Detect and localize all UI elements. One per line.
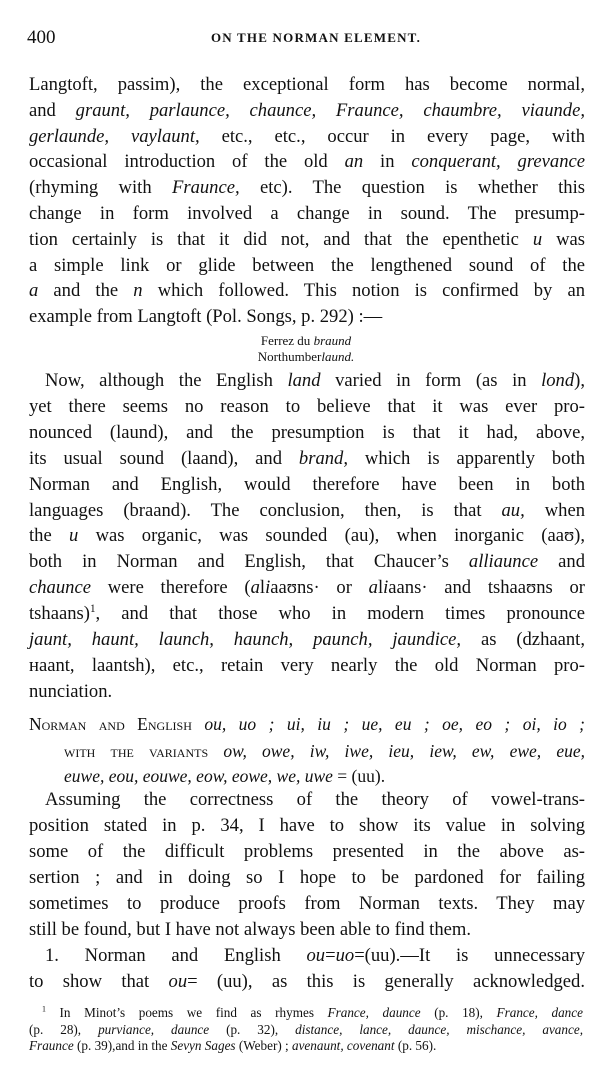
text-line [29,253,585,279]
text: sertion ; and in doing so I hope to be pardoned for failing [29,867,585,888]
text: which is apparently both [348,447,585,469]
text-line [29,472,585,498]
text: languages (braand). The conclusion, then, is that [29,499,502,521]
text: still be found, but I have not always been able to find them. [29,919,472,940]
text: Northumber [257,349,322,364]
italic-text: i [383,577,389,599]
italic-text: a [368,577,378,599]
text: in [363,151,412,173]
verse-line [0,349,612,365]
footnote-marker: 1 [89,602,96,615]
italic-text: alliaunce [468,551,539,573]
italic-text: au, [501,499,525,521]
text: In Minot’s poems we find as rhymes [45,1005,328,1020]
italic-text: brand, [298,447,348,469]
italic-text: chaunce [29,577,91,599]
text: (p. 39),and in the [73,1038,171,1053]
footnote-line [29,1022,583,1038]
text: both in Norman and English, that Chaucer’s [29,551,469,573]
text: (p. 32), [209,1022,296,1037]
text-line [29,149,585,175]
italic-text: an [344,151,364,173]
italic-text: Sevyn Sages [170,1038,236,1053]
italic-text: distance, lance, daunce, mischance, avance, [295,1022,583,1037]
section-heading-line [64,763,585,789]
text-line [29,813,585,839]
italic-text: purviance, daunce [98,1022,210,1037]
running-title: ON THE NORMAN ELEMENT. [210,30,422,45]
small-caps-text: Norman and English [29,714,192,734]
italic-text: u [532,228,543,250]
text-line [29,865,585,891]
text: which followed. This notion is confirmed by an [142,280,585,302]
text: a simple link or glide between the lengthened sound of the [29,254,585,276]
text: 1. Norman and English [45,945,307,966]
italic-text: a [29,280,39,302]
text-line [29,917,585,943]
text-line [29,549,585,575]
text-line [29,175,585,201]
text-line [29,601,585,627]
text: ), [574,370,585,391]
text: when [524,499,585,521]
italic-text: France, daunce [327,1005,421,1020]
italic-text: euwe, eou, eouwe, eow, eowe, we, uwe [64,766,333,786]
text: example from Langtoft (Pol. Songs, p. 292) :— [29,306,383,328]
italic-text: a [250,577,260,599]
text [208,741,223,761]
text: some of the difficult problems presented in the above as- [29,841,585,862]
text-line [29,679,585,705]
text: yet there seems no reason to believe that it was ever pro- [29,395,585,417]
italic-text: uo [335,945,355,966]
text: (p. 28), [29,1022,99,1037]
text-line [29,891,585,917]
text: were therefore ( [90,577,251,599]
text: position stated in p. 34, I have to show its value in solving [29,815,585,836]
text: ʜaant, laantsh), etc., retain very nearly the old Norman pro- [29,654,585,676]
text: varied in form (as in [320,370,542,391]
text: Ferrez du [260,333,314,348]
text-line [29,304,585,330]
text: = (uu). [332,766,386,786]
italic-text: ou [168,971,188,992]
text-line [29,969,585,995]
text-line [29,446,585,472]
text: tion certainly is that it did not, and that the epenthetic [29,228,533,250]
italic-text: Fraunce, [171,177,240,199]
text-line [45,368,585,394]
italic-text: ou, uo ; ui, iu ; ue, eu ; oe, eo ; oi, io ; [204,714,586,734]
text: nunciation. [29,680,113,702]
text: = [325,945,336,966]
italic-text: laund. [321,349,355,364]
text-line [29,394,585,420]
text: Assuming the correctness of the theory of vowel-trans- [45,789,585,810]
text: = (uu), as this is generally acknowledged. [187,971,585,992]
small-caps-text: with the variants [64,741,209,761]
text: the [29,525,70,547]
italic-text: avenaunt, covenant [291,1038,395,1053]
text: aans· and tshaaʊns or [388,577,586,599]
verse-line [0,333,612,349]
text-line [45,787,585,813]
text: was organic, was sounded (au), when inorganic (aaʊ), [78,525,585,547]
italic-text: gerlaunde, vaylaunt, [29,125,200,147]
text-line [29,498,585,524]
text-line [29,523,585,549]
italic-text: ow, owe, iw, iwe, ieu, iew, ew, ewe, eue, [223,741,586,761]
text: aaʊns· or [270,577,369,599]
text: change in form involved a change in sound. The presump- [29,203,585,224]
text-line [29,575,585,601]
text: tshaans) [29,603,90,625]
italic-text: graunt, parlaunce, chaunce, Fraunce, chaumbre, viaunde, [75,99,585,121]
text-line [45,943,585,969]
text-line [29,278,585,304]
italic-text: Fraunce [29,1038,74,1053]
text: occasional introduction of the old [29,151,345,173]
italic-text: braund [313,333,352,348]
text-line [29,627,585,653]
italic-text: jaunt, haunt, launch, haunch, paunch, jaundice, [29,629,462,650]
text: Norman and English, would therefore have been in both [29,473,585,495]
text: (p. 56). [394,1038,437,1053]
text: as (dzhaant, [461,629,585,650]
section-heading-line [64,738,585,764]
text-line [29,72,585,98]
text-line [29,98,585,124]
text: Now, although the English [45,370,288,391]
italic-text: land [287,370,321,391]
text: nounced (laund), and the presumption is that it had, above, [29,421,585,443]
footnote-marker: 1 [42,1004,46,1014]
italic-text: ou [306,945,326,966]
italic-text: i [265,577,271,599]
section-heading-line [29,711,585,737]
footnote-line [29,1038,583,1054]
text: (rhyming with [29,177,172,199]
text: its usual sound (laand), and [29,447,299,469]
italic-text: lond [541,370,575,391]
text: =(uu).—It is unnecessary [354,945,585,966]
text: l [377,577,384,599]
text-line [29,124,585,150]
text [192,714,204,734]
italic-text: France, dance [496,1005,583,1020]
text: and [538,551,586,573]
text: (Weber) ; [235,1038,292,1053]
text: Langtoft, passim), the exceptional form has become normal, [29,74,585,95]
text: and [29,99,76,121]
italic-text: conquerant, grevance [411,151,585,173]
text: etc). The question is whether this [239,177,585,199]
text: sometimes to produce proofs from Norman texts. They may [29,893,585,914]
italic-text: n [133,280,143,302]
italic-text: u [69,525,79,547]
text: (p. 18), [420,1005,497,1020]
text: to show that [29,971,169,992]
text-line [29,201,585,227]
text-line [29,227,585,253]
text: was [542,228,585,250]
page-number: 400 [27,27,56,48]
text-line [29,420,585,446]
text: etc., etc., occur in every page, with [199,125,585,147]
footnote-line [42,1005,583,1021]
text: , and that those who in modern times pronounce [95,603,585,625]
text-line [29,653,585,679]
text-line [29,839,585,865]
text: and the [38,280,134,302]
text: l [259,577,266,599]
